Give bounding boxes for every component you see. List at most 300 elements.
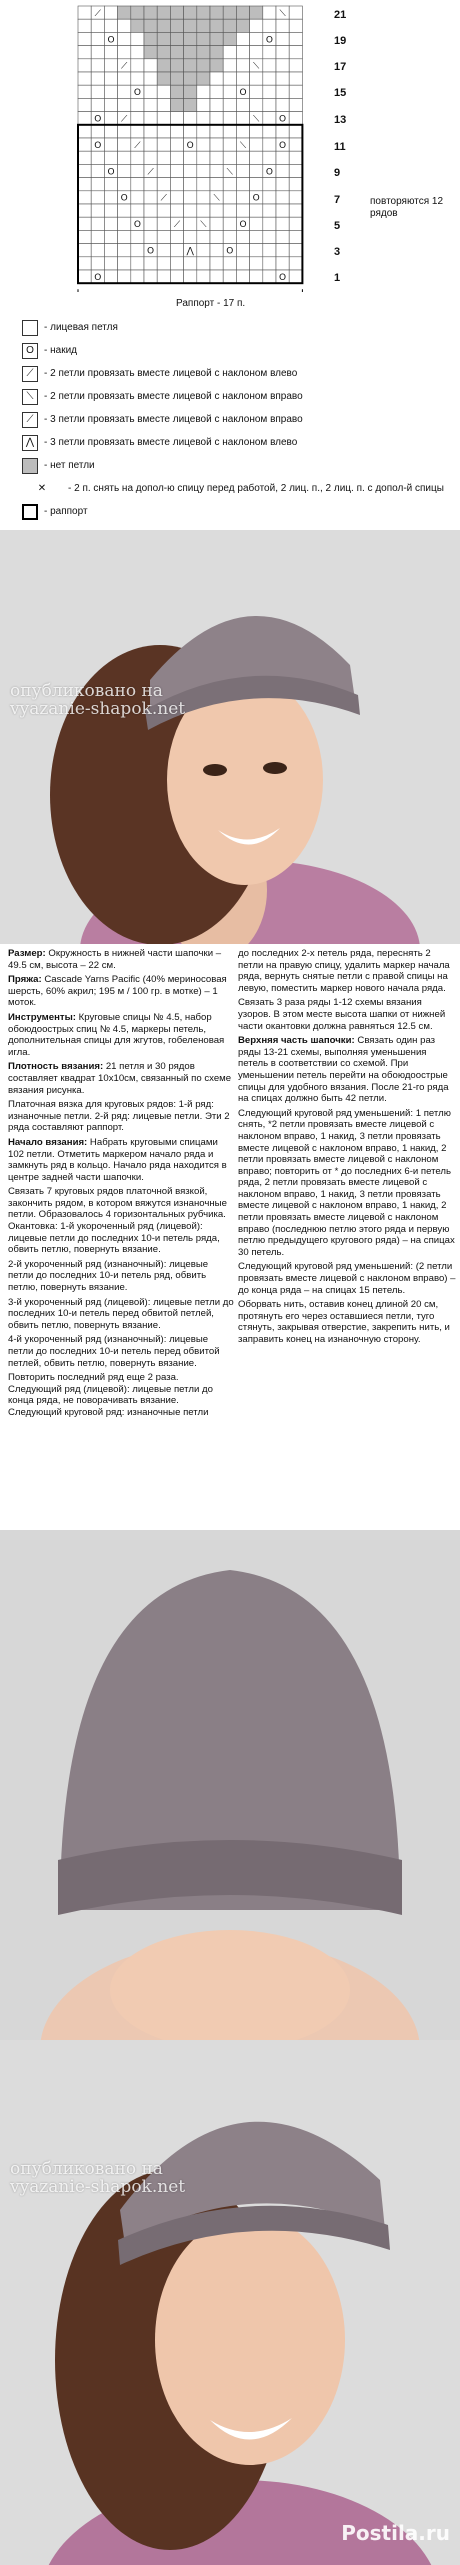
chart-cell <box>157 217 170 230</box>
chart-cell <box>91 32 104 45</box>
chart-cell <box>210 85 223 98</box>
chart-cell <box>184 125 197 138</box>
chart-cell <box>184 32 197 45</box>
chart-cell <box>157 6 170 19</box>
postila-watermark: Postila.ru <box>341 2521 450 2545</box>
chart-cell <box>197 138 210 151</box>
chart-cell <box>104 112 117 125</box>
chart-cell <box>157 164 170 177</box>
chart-cell <box>276 204 289 217</box>
chart-cell <box>223 178 236 191</box>
chart-cell <box>118 6 131 19</box>
chart-symbol: ⟍ <box>200 220 207 231</box>
chart-cell <box>197 204 210 217</box>
chart-cell <box>236 112 249 125</box>
chart-cell <box>223 151 236 164</box>
chart-symbol: O <box>107 35 115 46</box>
chart-symbol: O <box>239 88 247 99</box>
chart-cell <box>223 19 236 32</box>
chart-cell <box>144 72 157 85</box>
chart-cell <box>157 19 170 32</box>
chart-cell <box>210 112 223 125</box>
chart-cell <box>78 151 91 164</box>
photo-illustration-2 <box>0 1530 460 2040</box>
chart-cell <box>263 72 276 85</box>
chart-cell <box>263 46 276 59</box>
chart-cell <box>91 257 104 270</box>
chart-cell <box>144 59 157 72</box>
chart-cell <box>289 151 302 164</box>
watermark-line2: vyazanie-shapok.net <box>10 2177 186 2197</box>
chart-cell <box>91 191 104 204</box>
chart-cell <box>144 191 157 204</box>
paragraph: Повторить последний ряд еще 2 раза. Следующий ряд (лицевой): лицевые петли до конца ряда, не поворачивать вязание. Следующий круговой ряд: изнаночные петли <box>8 1372 213 1418</box>
chart-symbol: O <box>133 88 141 99</box>
paragraph: Пряжа: Cascade Yarns Pacific (40% мериносовая шерсть, 60% акрил; 195 м / 100 гр. в мотке) – 1 моток. <box>8 974 227 1009</box>
chart-cell <box>184 178 197 191</box>
chart-cell <box>210 164 223 177</box>
legend-symbol-icon: ✕ <box>37 483 47 494</box>
chart-cell <box>144 6 157 19</box>
chart-cell <box>131 244 144 257</box>
chart-legend <box>22 316 452 523</box>
chart-cell <box>104 19 117 32</box>
chart-cell <box>118 98 131 111</box>
chart-cell <box>131 151 144 164</box>
paragraph: Следующий круговой ряд уменьшений: (2 петли провязать вместе лицевой с наклоном вправо) – до конца ряда – на спицах 15 петель. <box>238 1261 456 1296</box>
chart-cell <box>78 6 91 19</box>
chart-cell <box>91 164 104 177</box>
paragraph-label: Размер: <box>8 948 46 959</box>
chart-cell <box>276 151 289 164</box>
chart-cell <box>118 178 131 191</box>
chart-symbol: O <box>133 220 141 231</box>
chart-cell <box>236 178 249 191</box>
chart-cell <box>91 59 104 72</box>
photo-illustration-3 <box>0 2040 460 2565</box>
chart-cell <box>250 19 263 32</box>
chart-cell <box>210 270 223 283</box>
chart-symbol: ⟍ <box>213 193 220 204</box>
paragraph: Плотность вязания: 21 петля и 30 рядов составляет квадрат 10x10см, связанный по схеме вязания рисунка. <box>8 1061 232 1096</box>
chart-cell <box>236 98 249 111</box>
chart-cell <box>157 59 170 72</box>
chart-cell <box>144 85 157 98</box>
chart-cell <box>289 230 302 243</box>
chart-cell <box>289 19 302 32</box>
row-number: 13 <box>334 114 347 126</box>
chart-cell <box>250 6 263 19</box>
chart-cell <box>250 230 263 243</box>
legend-item <box>22 362 452 385</box>
chart-cell <box>184 204 197 217</box>
chart-symbol: O <box>94 140 102 151</box>
chart-cell <box>144 151 157 164</box>
legend-text: - накид <box>44 345 77 356</box>
chart-cell <box>223 46 236 59</box>
chart-cell <box>223 59 236 72</box>
chart-cell <box>289 72 302 85</box>
chart-cell <box>170 178 183 191</box>
chart-cell <box>184 112 197 125</box>
chart-cell <box>184 98 197 111</box>
chart-cell <box>197 19 210 32</box>
chart-cell <box>263 191 276 204</box>
chart-grid <box>70 2 330 292</box>
chart-cell <box>250 244 263 257</box>
row-number: 11 <box>334 141 346 153</box>
chart-cell <box>131 270 144 283</box>
chart-cell <box>184 270 197 283</box>
chart-cell <box>223 138 236 151</box>
chart-cell <box>170 59 183 72</box>
chart-cell <box>250 98 263 111</box>
chart-cell <box>118 125 131 138</box>
chart-symbol: O <box>279 140 287 151</box>
chart-cell <box>197 85 210 98</box>
paragraph: 3-й укороченный ряд (лицевой): лицевые петли до последних 10-и петель перед обвитой петлей, обвить петлю, повернуть вязание. <box>8 1296 234 1331</box>
chart-cell <box>210 98 223 111</box>
chart-cell <box>210 204 223 217</box>
chart-cell <box>276 217 289 230</box>
chart-cell <box>144 217 157 230</box>
chart-cell <box>170 191 183 204</box>
chart-cell <box>289 257 302 270</box>
chart-cell <box>144 230 157 243</box>
chart-cell <box>170 6 183 19</box>
chart-cell <box>91 204 104 217</box>
chart-cell <box>144 138 157 151</box>
chart-cell <box>197 72 210 85</box>
chart-cell <box>157 270 170 283</box>
chart-cell <box>250 164 263 177</box>
chart-cell <box>118 32 131 45</box>
rapport-bracket <box>78 289 302 292</box>
chart-symbol: ⋀ <box>186 246 194 257</box>
chart-cell <box>289 178 302 191</box>
chart-cell <box>276 230 289 243</box>
chart-cell <box>131 32 144 45</box>
chart-cell <box>236 244 249 257</box>
chart-cell <box>197 46 210 59</box>
chart-cell <box>289 244 302 257</box>
chart-cell <box>263 19 276 32</box>
chart-cell <box>78 217 91 230</box>
chart-cell <box>170 125 183 138</box>
chart-cell <box>276 257 289 270</box>
legend-symbol-icon <box>22 458 38 474</box>
chart-cell <box>78 32 91 45</box>
chart-cell <box>184 19 197 32</box>
chart-cell <box>250 217 263 230</box>
chart-cell <box>236 32 249 45</box>
chart-symbol: ⟍ <box>226 167 233 178</box>
chart-cell <box>197 178 210 191</box>
chart-cell <box>223 112 236 125</box>
row-number: 9 <box>334 167 341 179</box>
chart-cell <box>210 59 223 72</box>
legend-text: - 3 петли провязать вместе лицевой с наклоном влево <box>44 437 298 448</box>
legend-text: - раппорт <box>44 506 88 517</box>
chart-cell <box>197 230 210 243</box>
chart-cell <box>144 19 157 32</box>
chart-cell <box>131 191 144 204</box>
paragraph: 2-й укороченный ряд (изнаночный): лицевые петли до последних 10-и петель ряд, обвить петлю, повернуть вязание. <box>8 1258 209 1294</box>
chart-cell <box>223 32 236 45</box>
chart-cell <box>210 6 223 19</box>
chart-cell <box>144 98 157 111</box>
chart-cell <box>210 72 223 85</box>
paragraph: Размер: Окружность в нижней части шапочки – 49.5 см, высота – 22 см. <box>8 948 222 971</box>
chart-cell <box>236 204 249 217</box>
chart-cell <box>197 244 210 257</box>
chart-cell <box>91 178 104 191</box>
chart-cell <box>104 6 117 19</box>
chart-cell <box>184 164 197 177</box>
paragraph-label: Инструменты: <box>8 1011 76 1023</box>
chart-cell <box>197 32 210 45</box>
chart-cell <box>78 59 91 72</box>
chart-cell <box>170 85 183 98</box>
chart-cell <box>263 257 276 270</box>
knitting-chart <box>0 0 460 310</box>
paragraph: Инструменты: Круговые спицы № 4.5, набор обоюдоострых спиц № 4.5, маркеры петель, дополнительная спицы для жгутов, гобеленовая игла. <box>8 1011 225 1058</box>
chart-cell <box>263 112 276 125</box>
chart-cell <box>263 217 276 230</box>
chart-cell <box>210 217 223 230</box>
chart-cell <box>104 72 117 85</box>
legend-symbol-icon: ⟋ <box>22 366 38 382</box>
chart-cell <box>118 164 131 177</box>
legend-symbol-icon: ⟋ <box>22 412 38 428</box>
chart-cell <box>104 270 117 283</box>
chart-cell <box>223 85 236 98</box>
row-number: 3 <box>334 246 341 258</box>
chart-cell <box>236 151 249 164</box>
chart-cell <box>236 72 249 85</box>
chart-cell <box>118 85 131 98</box>
chart-cell <box>223 72 236 85</box>
chart-cell <box>170 204 183 217</box>
chart-cell <box>276 125 289 138</box>
chart-cell <box>289 125 302 138</box>
chart-cell <box>104 46 117 59</box>
chart-cell <box>78 98 91 111</box>
chart-cell <box>197 151 210 164</box>
chart-cell <box>78 138 91 151</box>
chart-symbol: ⟋ <box>94 8 101 19</box>
paragraph: Связать 7 круговых рядов платочной вязкой, закончить рядом, в котором вяжутся изнаночные петли. Образовалось 4 горизонтальных рубчика. Окантовка: 1-й укороченный ряд (лицевой): лицевые петли до последних 10-и петель ряда, обвить петлю, повернуть вязание. <box>8 1186 227 1256</box>
watermark-line2: vyazanie-shapok.net <box>10 699 186 719</box>
watermark-line1: опубликовано на <box>10 681 163 701</box>
chart-cell <box>289 46 302 59</box>
chart-cell <box>118 204 131 217</box>
chart-cell <box>184 151 197 164</box>
chart-cell <box>289 138 302 151</box>
row-number: 21 <box>334 9 347 21</box>
chart-cell <box>78 230 91 243</box>
photo-illustration-1 <box>0 530 460 944</box>
row-number: 1 <box>334 272 341 284</box>
photo-model-hat-2 <box>0 1530 460 2040</box>
chart-cell <box>78 204 91 217</box>
chart-cell <box>104 204 117 217</box>
chart-cell <box>289 112 302 125</box>
paragraph: Следующий круговой ряд уменьшений: 1 петлю снять, *2 петли провязать вместе лицевой с наклоном вправо, 1 накид, 3 петли провязать вместе лицевой с наклоном вправо, 1 накид, 2 петли провязать вместе лицевой с наклоном вправо; повторить от * до последних 6-и петель ряда, 2 петли провязать вместе лицевой с наклоном вправо, 1 накид, 3 петли провязать вместе лицевой с наклоном вправо, 1 накид, 2 петли провязать вместе лицевой с наклоном вправо (последнюю петлю этого ряда и первую петлю предыдущего кругового ряда) – на спицах 30 петель. <box>238 1107 455 1258</box>
paragraph-label: Плотность вязания: <box>8 1061 104 1073</box>
chart-cell <box>197 59 210 72</box>
legend-item <box>22 500 452 523</box>
chart-cell <box>236 230 249 243</box>
chart-cell <box>157 244 170 257</box>
chart-cell <box>289 217 302 230</box>
chart-cell <box>118 138 131 151</box>
chart-cell <box>197 164 210 177</box>
chart-cell <box>170 112 183 125</box>
chart-cell <box>263 178 276 191</box>
chart-cell <box>197 191 210 204</box>
chart-cell <box>78 72 91 85</box>
chart-cell <box>197 257 210 270</box>
chart-cell <box>170 230 183 243</box>
chart-cell <box>78 191 91 204</box>
chart-cell <box>236 164 249 177</box>
chart-cell <box>184 191 197 204</box>
paragraph: 4-й укороченный ряд (изнаночный): лицевые петли до последних 10-и петель перед обвитой петлей, обвить петлю, повернуть вязание. <box>8 1334 220 1369</box>
chart-cell <box>91 19 104 32</box>
chart-cell <box>210 125 223 138</box>
chart-symbol: ⟋ <box>121 61 128 72</box>
chart-cell <box>144 178 157 191</box>
chart-cell <box>184 46 197 59</box>
chart-cell <box>104 59 117 72</box>
chart-cell <box>118 72 131 85</box>
rapport-label: Раппорт - 17 п. <box>176 298 246 309</box>
chart-cell <box>104 217 117 230</box>
chart-cell <box>144 112 157 125</box>
chart-symbol: ⟍ <box>253 61 260 72</box>
chart-cell <box>263 244 276 257</box>
chart-cell <box>131 178 144 191</box>
paragraph: Связать 3 раза ряды 1-12 схемы вязания узоров. В этом месте высота шапки от нижней части окантовки должна равняться 12.5 см. <box>238 997 446 1032</box>
chart-cell <box>197 112 210 125</box>
row-number: 19 <box>334 35 347 47</box>
chart-cell <box>170 98 183 111</box>
paragraph: Верхняя часть шапочки: Связать один раз ряды 13-21 схемы, выполняя уменьшения петель в соответствии со схемой. При уменьшении петель перейти на обоюдоострые спицы для удобного вязания. После 21-го ряда на спицах должно быть 42 петли. <box>238 1035 449 1105</box>
chart-cell <box>170 19 183 32</box>
chart-cell <box>118 244 131 257</box>
chart-cell <box>157 125 170 138</box>
chart-cell <box>170 46 183 59</box>
chart-cell <box>263 204 276 217</box>
chart-cell <box>276 244 289 257</box>
chart-cell <box>276 98 289 111</box>
chart-cell <box>131 98 144 111</box>
row-number: 7 <box>334 194 341 206</box>
legend-symbol-icon <box>22 504 38 520</box>
chart-cell <box>250 72 263 85</box>
chart-cell <box>263 125 276 138</box>
chart-cell <box>118 270 131 283</box>
chart-cell <box>263 6 276 19</box>
chart-cell <box>78 270 91 283</box>
photo-model-hat-1 <box>0 530 460 944</box>
chart-cell <box>250 257 263 270</box>
chart-cell <box>250 270 263 283</box>
chart-cell <box>78 178 91 191</box>
chart-cell <box>210 46 223 59</box>
description-right-column <box>238 948 456 1349</box>
paragraph-label: Верхняя часть шапочки: <box>238 1035 355 1047</box>
paragraph-label: Пряжа: <box>8 974 42 986</box>
chart-cell <box>184 59 197 72</box>
chart-cell <box>170 32 183 45</box>
legend-symbol-icon <box>22 320 38 336</box>
chart-cell <box>210 244 223 257</box>
chart-cell <box>250 85 263 98</box>
chart-symbol: O <box>94 272 102 283</box>
chart-cell <box>131 257 144 270</box>
chart-cell <box>78 125 91 138</box>
chart-cell <box>157 98 170 111</box>
chart-cell <box>104 178 117 191</box>
chart-symbol: O <box>252 193 260 204</box>
chart-symbol: ⟍ <box>239 140 247 151</box>
chart-cell <box>236 46 249 59</box>
chart-cell <box>104 191 117 204</box>
chart-symbol: O <box>279 272 287 283</box>
chart-cell <box>91 98 104 111</box>
chart-cell <box>170 138 183 151</box>
chart-cell <box>157 85 170 98</box>
chart-cell <box>236 270 249 283</box>
legend-text: - 2 петли провязать вместе лицевой с наклоном вправо <box>44 391 303 402</box>
chart-cell <box>157 151 170 164</box>
chart-cell <box>144 46 157 59</box>
chart-cell <box>223 6 236 19</box>
chart-cell <box>276 178 289 191</box>
chart-cell <box>236 191 249 204</box>
chart-cell <box>263 230 276 243</box>
chart-symbol: ⟍ <box>253 114 260 125</box>
chart-symbol: ⟋ <box>173 220 181 231</box>
chart-cell <box>250 46 263 59</box>
pattern-description <box>0 948 460 1528</box>
chart-cell <box>263 151 276 164</box>
chart-cell <box>289 59 302 72</box>
chart-symbol: ⟋ <box>147 167 154 178</box>
paragraph: Платочная вязка для круговых рядов: 1-й ряд: изнаночные петли. 2-й ряд: лицевые петли. Эти 2 ряда составляют раппорт. <box>8 1099 230 1134</box>
chart-cell <box>210 178 223 191</box>
chart-cell <box>184 257 197 270</box>
paragraph: Оборвать нить, оставив конец длиной 20 см, протянуть его через оставшиеся петли, туго стянуть, закрывая отверстие, закрепить нить, и заправить конец на изнаночную сторону. <box>238 1299 450 1345</box>
chart-cell <box>104 85 117 98</box>
chart-cell <box>276 85 289 98</box>
chart-cell <box>91 151 104 164</box>
chart-cell <box>197 6 210 19</box>
chart-cell <box>210 32 223 45</box>
chart-cell <box>157 230 170 243</box>
chart-cell <box>131 6 144 19</box>
chart-cell <box>91 46 104 59</box>
chart-cell <box>144 204 157 217</box>
chart-cell <box>91 217 104 230</box>
chart-cell <box>131 19 144 32</box>
legend-item <box>22 408 452 431</box>
legend-item <box>22 431 452 454</box>
chart-cell <box>223 191 236 204</box>
chart-cell <box>170 257 183 270</box>
